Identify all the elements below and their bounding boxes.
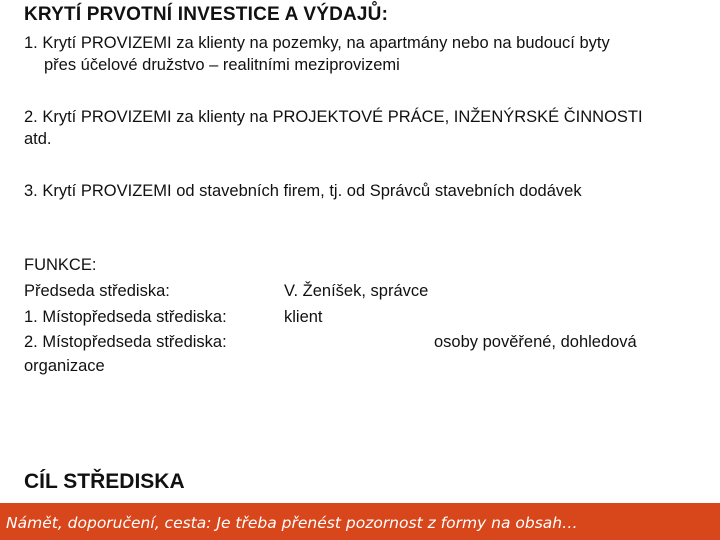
list-item-1-line-2: přes účelové družstvo – realitními meziprovizemi — [44, 56, 400, 74]
function-role: 2. Místopředseda střediska: — [24, 333, 227, 351]
section-heading: KRYTÍ PRVOTNÍ INVESTICE A VÝDAJŮ: — [24, 4, 389, 25]
function-holder: osoby pověřené, dohledová — [434, 333, 637, 351]
list-item-2 — [24, 106, 694, 150]
footer-text: Námět, doporučení, cesta: Je třeba přenést pozornost z formy na obsah… — [6, 514, 578, 532]
function-holder: V. Ženíšek, správce — [284, 282, 429, 300]
list-item-2-line-1: 2. Krytí PROVIZEMI za klienty na PROJEKTOVÉ PRÁCE, INŽENÝRSKÉ ČINNOSTI — [24, 108, 643, 126]
list-item-2-line-2: atd. — [24, 130, 52, 148]
list-item-3-line-1: 3. Krytí PROVIZEMI od stavebních firem, tj. od Správců stavebních dodávek — [24, 182, 582, 200]
function-holder: klient — [284, 308, 323, 326]
list-item-1-line-1: 1. Krytí PROVIZEMI za klienty na pozemky, na apartmány nebo na budoucí byty — [24, 34, 610, 52]
footer-banner — [0, 503, 720, 540]
functions-title: FUNKCE: — [24, 256, 97, 274]
functions-continuation: organizace — [24, 357, 105, 375]
function-role: 1. Místopředseda střediska: — [24, 308, 227, 326]
list-item-3 — [24, 180, 694, 202]
goal-heading: CÍL STŘEDISKA — [24, 470, 185, 493]
function-role: Předseda střediska: — [24, 282, 170, 300]
list-item-1 — [24, 32, 694, 76]
